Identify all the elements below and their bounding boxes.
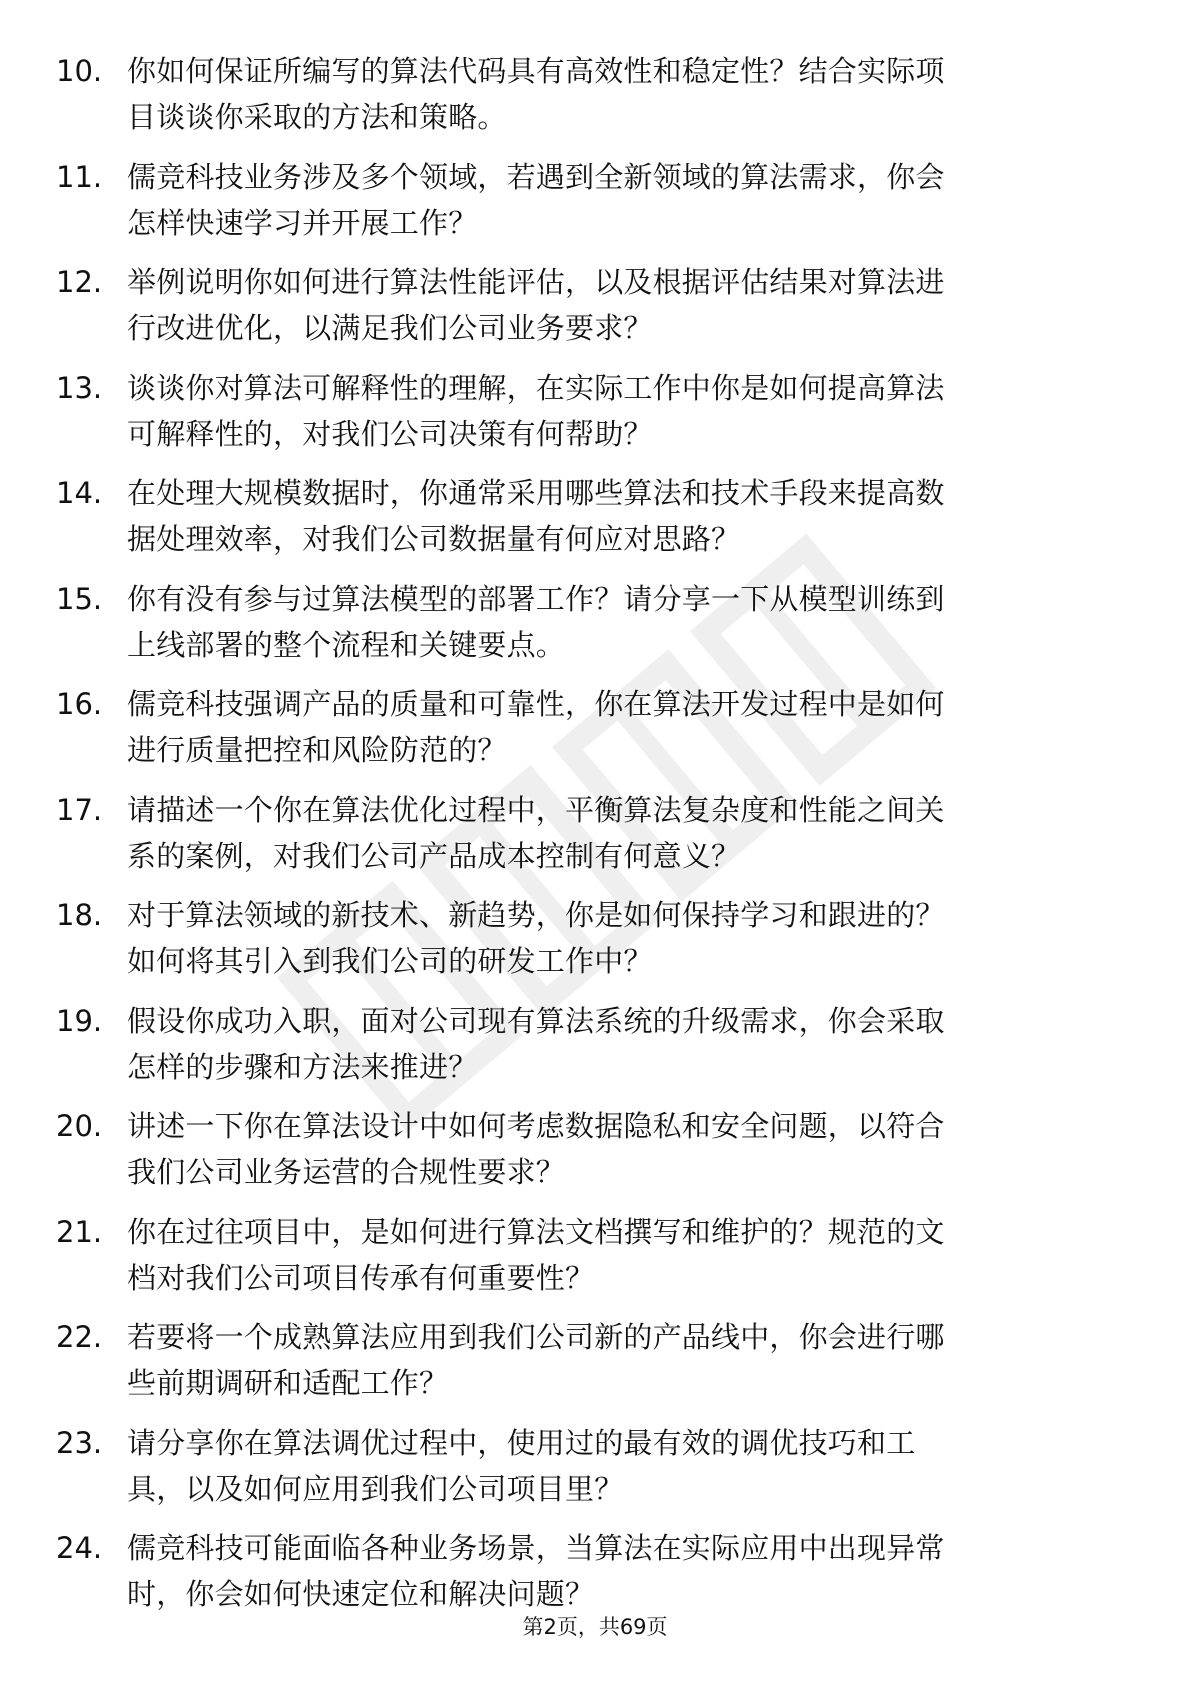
question-item-15: [0, 576, 1190, 682]
question-line: 些前期调研和适配工作？: [127, 1366, 449, 1400]
question-item-10: [0, 48, 1190, 154]
question-item-22: [0, 1314, 1190, 1420]
question-line: 儒竞科技可能面临各种业务场景，当算法在实际应用中出现异常: [127, 1531, 945, 1565]
question-list: [0, 48, 1190, 1631]
question-item-11: [0, 154, 1190, 260]
question-item-19: [0, 998, 1190, 1104]
question-item-17: [0, 787, 1190, 893]
question-line: 在处理大规模数据时，你通常采用哪些算法和技术手段来提高数: [127, 476, 945, 510]
question-line: 怎样快速学习并开展工作？: [127, 205, 478, 240]
question-line: 儒竞科技业务涉及多个领域，若遇到全新领域的算法需求，你会: [127, 159, 945, 194]
question-item-12: [0, 259, 1190, 365]
question-line: 对于算法领域的新技术、新趋势，你是如何保持学习和跟进的？: [127, 898, 945, 932]
question-number: 12.: [56, 265, 103, 299]
question-item-18: [0, 892, 1190, 998]
question-line: 你如何保证所编写的算法代码具有高效性和稳定性？结合实际项: [127, 54, 945, 88]
question-text: [127, 787, 1127, 879]
question-line: 怎样的步骤和方法来推进？: [127, 1049, 478, 1084]
question-text: [127, 576, 1127, 668]
question-line: 若要将一个成熟算法应用到我们公司新的产品线中，你会进行哪: [127, 1320, 945, 1354]
question-text: [127, 998, 1127, 1090]
question-number: 20.: [56, 1109, 103, 1143]
question-line: 请分享你在算法调优过程中，使用过的最有效的调优技巧和工: [127, 1425, 916, 1460]
question-item-14: [0, 470, 1190, 576]
question-text: [127, 365, 1127, 457]
question-item-16: [0, 681, 1190, 787]
page-footer: [0, 1612, 1190, 1642]
question-text: [127, 154, 1127, 246]
question-line: 可解释性的，对我们公司决策有何帮助？: [127, 416, 653, 451]
question-line: 目谈谈你采取的方法和策略。: [127, 100, 507, 134]
question-number: 16.: [56, 687, 103, 721]
question-text: [127, 259, 1127, 351]
question-line: 举例说明你如何进行算法性能评估，以及根据评估结果对算法进: [127, 265, 945, 299]
question-line: 档对我们公司项目传承有何重要性？: [127, 1260, 595, 1295]
question-number: 11.: [56, 159, 103, 194]
question-number: 24.: [56, 1531, 103, 1565]
question-line: 上线部署的整个流程和关键要点。: [127, 627, 566, 662]
question-text: [127, 1103, 1127, 1195]
question-line: 时，你会如何快速定位和解决问题？: [127, 1577, 595, 1611]
page-number-label: 第2页，共69页: [522, 1615, 668, 1639]
question-text: [127, 1525, 1127, 1617]
question-number: 18.: [56, 898, 103, 932]
question-number: 17.: [56, 792, 103, 827]
question-line: 你在过往项目中，是如何进行算法文档撰写和维护的？规范的文: [127, 1214, 945, 1249]
question-line: 请描述一个你在算法优化过程中，平衡算法复杂度和性能之间关: [127, 792, 945, 827]
question-number: 19.: [56, 1003, 103, 1038]
question-number: 14.: [56, 476, 103, 510]
question-text: [127, 48, 1127, 140]
question-line: 进行质量把控和风险防范的？: [127, 733, 507, 767]
question-line: 行改进优化，以满足我们公司业务要求？: [127, 311, 653, 345]
question-line: 具，以及如何应用到我们公司项目里？: [127, 1471, 624, 1506]
question-line: 据处理效率，对我们公司数据量有何应对思路？: [127, 522, 741, 556]
question-item-21: [0, 1209, 1190, 1315]
question-number: 13.: [56, 370, 103, 405]
question-number: 10.: [56, 54, 103, 88]
question-item-13: [0, 365, 1190, 471]
question-text: [127, 1420, 1127, 1512]
question-line: 谈谈你对算法可解释性的理解，在实际工作中你是如何提高算法: [127, 370, 945, 405]
question-text: [127, 1209, 1127, 1301]
question-item-23: [0, 1420, 1190, 1526]
question-line: 我们公司业务运营的合规性要求？: [127, 1155, 566, 1189]
question-line: 讲述一下你在算法设计中如何考虑数据隐私和安全问题，以符合: [127, 1109, 945, 1143]
question-line: 儒竞科技强调产品的质量和可靠性，你在算法开发过程中是如何: [127, 687, 945, 721]
question-text: [127, 470, 1127, 562]
question-number: 15.: [56, 581, 103, 616]
question-text: [127, 892, 1127, 984]
question-item-20: [0, 1103, 1190, 1209]
question-number: 21.: [56, 1214, 103, 1249]
question-text: [127, 1314, 1127, 1406]
question-number: 23.: [56, 1425, 103, 1460]
question-line: 如何将其引入到我们公司的研发工作中？: [127, 944, 653, 978]
question-number: 22.: [56, 1320, 103, 1354]
question-line: 你有没有参与过算法模型的部署工作？请分享一下从模型训练到: [127, 581, 945, 616]
question-line: 系的案例，对我们公司产品成本控制有何意义？: [127, 838, 741, 873]
question-text: [127, 681, 1127, 773]
question-line: 假设你成功入职，面对公司现有算法系统的升级需求，你会采取: [127, 1003, 945, 1038]
